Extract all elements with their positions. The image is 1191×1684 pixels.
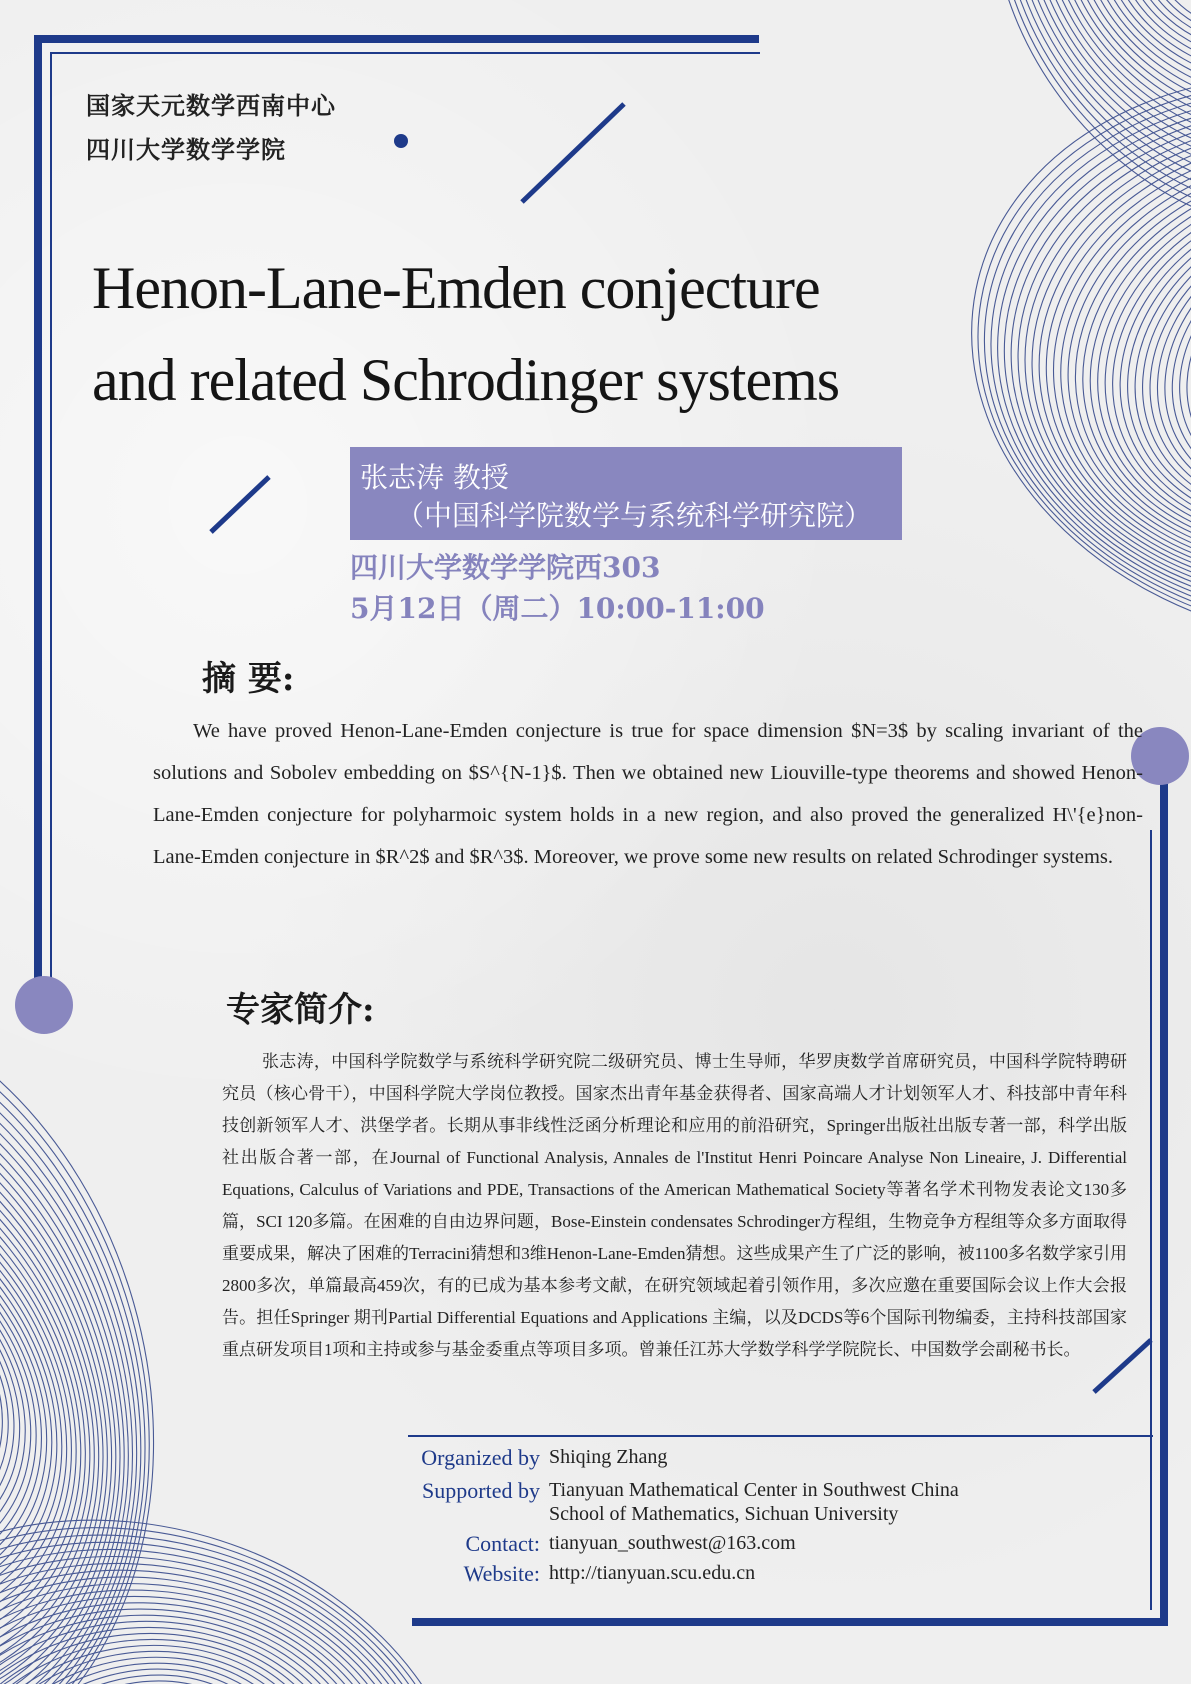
talk-title xyxy=(92,242,992,426)
abstract-heading: 摘 要: xyxy=(202,659,295,699)
supported-by-label: Supported by xyxy=(422,1478,540,1503)
accent-slash-left xyxy=(211,477,269,532)
frame-left-thin-line xyxy=(50,52,52,992)
accent-dot xyxy=(394,134,408,148)
frame-top-line xyxy=(34,35,759,43)
organized-by-value: Shiqing Zhang xyxy=(549,1446,668,1468)
bio-heading: 专家简介: xyxy=(226,990,375,1030)
speaker-affiliation: （中国科学院数学与系统科学研究院） xyxy=(396,499,873,532)
supported-by-value-1: Tianyuan Mathematical Center in Southwest China xyxy=(549,1479,959,1501)
accent-slash-top xyxy=(522,104,624,202)
talk-time: 5月12日（周二）10:00-11:00 xyxy=(350,592,765,625)
supported-by-value-2: School of Mathematics, Sichuan University xyxy=(549,1503,899,1525)
org-name-line2: 四川大学数学学院 xyxy=(86,135,286,164)
accent-circle-left xyxy=(15,976,73,1034)
contact-email[interactable]: tianyuan_southwest@163.com xyxy=(549,1532,796,1554)
contact-label: Contact: xyxy=(465,1531,540,1556)
talk-location: 四川大学数学学院西303 xyxy=(350,551,661,584)
footer-right-line xyxy=(1150,830,1152,1610)
talk-title-line2: and related Schrodinger systems xyxy=(92,347,840,413)
website-label: Website: xyxy=(463,1561,540,1586)
bio-text: 张志涛，中国科学院数学与系统科学研究院二级研究员、博士生导师，华罗庚数学首席研究员，中国科学院特聘研究员（核心骨干），中国科学院大学岗位教授。国家杰出青年基金获得者、国家高端人才计划领军人才、科技部中青年科技创新领军人才、洪堡学者。长期从事非线性泛函分析理论和应用的前沿研究，Springer出版社出版专著一部，科学出版社出版合著一部，在Journal of Functional Analysis, Annales de l'Institut Henri Poincare Analyse Non Lineaire, J. Differential Equations, Calculus of Variations and PDE, Transactions of the American Mathematical Society等著名学术刊物发表论文130多篇，SCI 120多篇。在困难的自由边界问题，Bose-Einstein condensates Schrodinger方程组，生物竞争方程组等众多方面取得重要成果，解决了困难的Terracini猜想和3维Henon-Lane-Emden猜想。这些成果产生了广泛的影响，被1100多名数学家引用2800多次，单篇最高459次，有的已成为基本参考文献，在研究领域起着引领作用，多次应邀在重要国际会议上作大会报告。担任Springer 期刊Partial Differential Equations and Applications 主编，以及DCDS等6个国际刊物编委，主持科技部国家重点研发项目1项和主持或参与基金委重点等项目多项。曾兼任江苏大学数学科学学院院长、中国数学会副秘书长。 xyxy=(222,1052,1127,1359)
frame-top-thin-line xyxy=(50,52,760,54)
footer-separator-line xyxy=(408,1435,1153,1437)
frame-left-line xyxy=(34,35,42,995)
frame-right-line xyxy=(1160,765,1168,1625)
talk-title-line1: Henon-Lane-Emden conjecture xyxy=(92,255,820,321)
website-link[interactable]: http://tianyuan.scu.edu.cn xyxy=(549,1562,756,1584)
organized-by-label: Organized by xyxy=(421,1445,540,1470)
abstract-text: We have proved Henon-Lane-Emden conjecture is true for space dimension $N=3$ by scaling invariant of the solutions and Sobolev embedding on $S^{N-1}$. Then we obtained new Liouville-type theorems and showed Henon-Lane-Emden conjecture for polyharmoic system holds in a new region, and also proved the generalized H\'{e}non-Lane-Emden conjecture in $R^2$ and $R^3$. Moreover, we prove some new results on related Schrodinger systems. xyxy=(153,720,1143,868)
frame-bottom-line xyxy=(412,1618,1168,1626)
speaker-name: 张志涛 教授 xyxy=(360,461,509,494)
org-name-line1: 国家天元数学西南中心 xyxy=(86,91,336,120)
